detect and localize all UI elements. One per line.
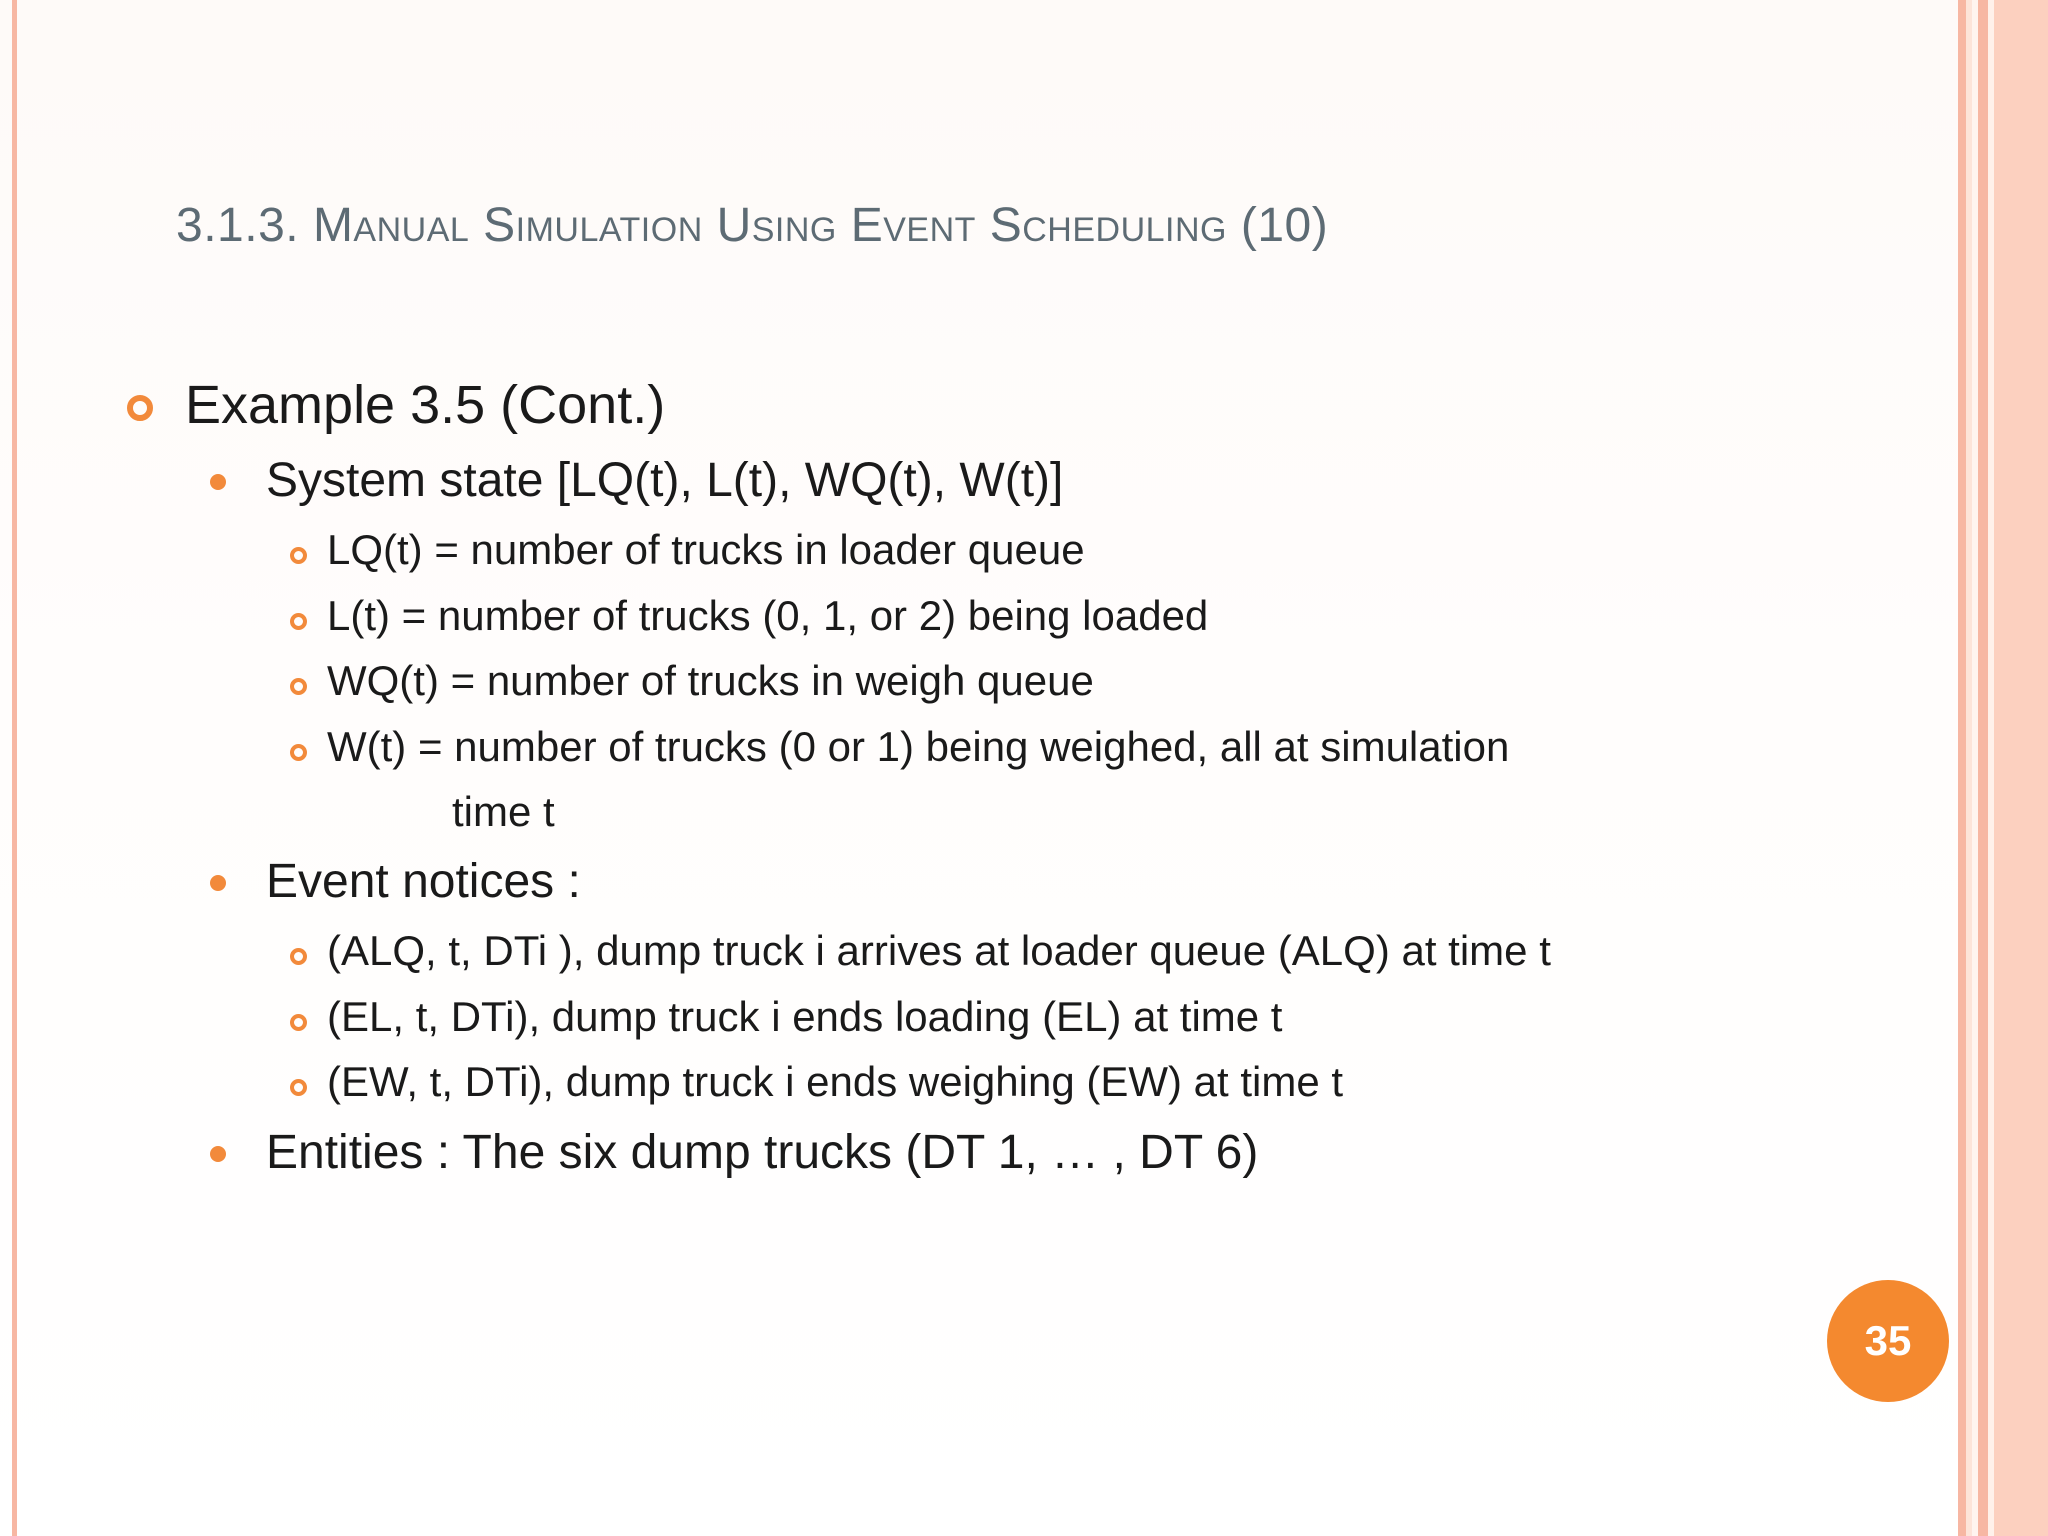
event-item-bullet-icon	[290, 948, 307, 965]
entities-bullet-icon	[210, 1146, 226, 1162]
event-item-bullet-icon	[290, 1014, 307, 1031]
state-item-bullet-icon	[290, 744, 307, 761]
system-state-bullet-icon	[210, 474, 226, 490]
state-item-bullet-icon	[290, 613, 307, 630]
state-item: WQ(t) = number of trucks in weigh queue	[327, 657, 1094, 704]
state-item-continuation: time t	[452, 788, 555, 835]
heading-bullet-icon	[127, 395, 153, 421]
state-item: L(t) = number of trucks (0, 1, or 2) being loaded	[327, 592, 1209, 639]
state-item-bullet-icon	[290, 547, 307, 564]
event-item: (ALQ, t, DTi ), dump truck i arrives at loader queue (ALQ) at time t	[327, 927, 1551, 974]
event-item: (EL, t, DTi), dump truck i ends loading (EL) at time t	[327, 993, 1283, 1040]
title-suffix: (10)	[1240, 199, 1329, 252]
page-number-badge: 35	[1827, 1280, 1949, 1402]
title-text: Manual Simulation Using Event Scheduling	[312, 199, 1227, 252]
title-number: 3.1.3.	[176, 199, 300, 252]
state-item: LQ(t) = number of trucks in loader queue	[327, 526, 1085, 573]
event-item-bullet-icon	[290, 1079, 307, 1096]
event-notices-label: Event notices :	[266, 855, 581, 908]
state-item-bullet-icon	[290, 678, 307, 695]
event-item: (EW, t, DTi), dump truck i ends weighing (EW) at time t	[327, 1058, 1344, 1105]
event-notices-bullet-icon	[210, 875, 226, 891]
entities-label: Entities : The six dump trucks (DT 1, … , DT 6)	[266, 1126, 1259, 1179]
state-item: W(t) = number of trucks (0 or 1) being weighed, all at simulation	[327, 723, 1510, 770]
system-state-label: System state [LQ(t), L(t), WQ(t), W(t)]	[266, 454, 1064, 507]
example-heading: Example 3.5 (Cont.)	[185, 375, 666, 435]
